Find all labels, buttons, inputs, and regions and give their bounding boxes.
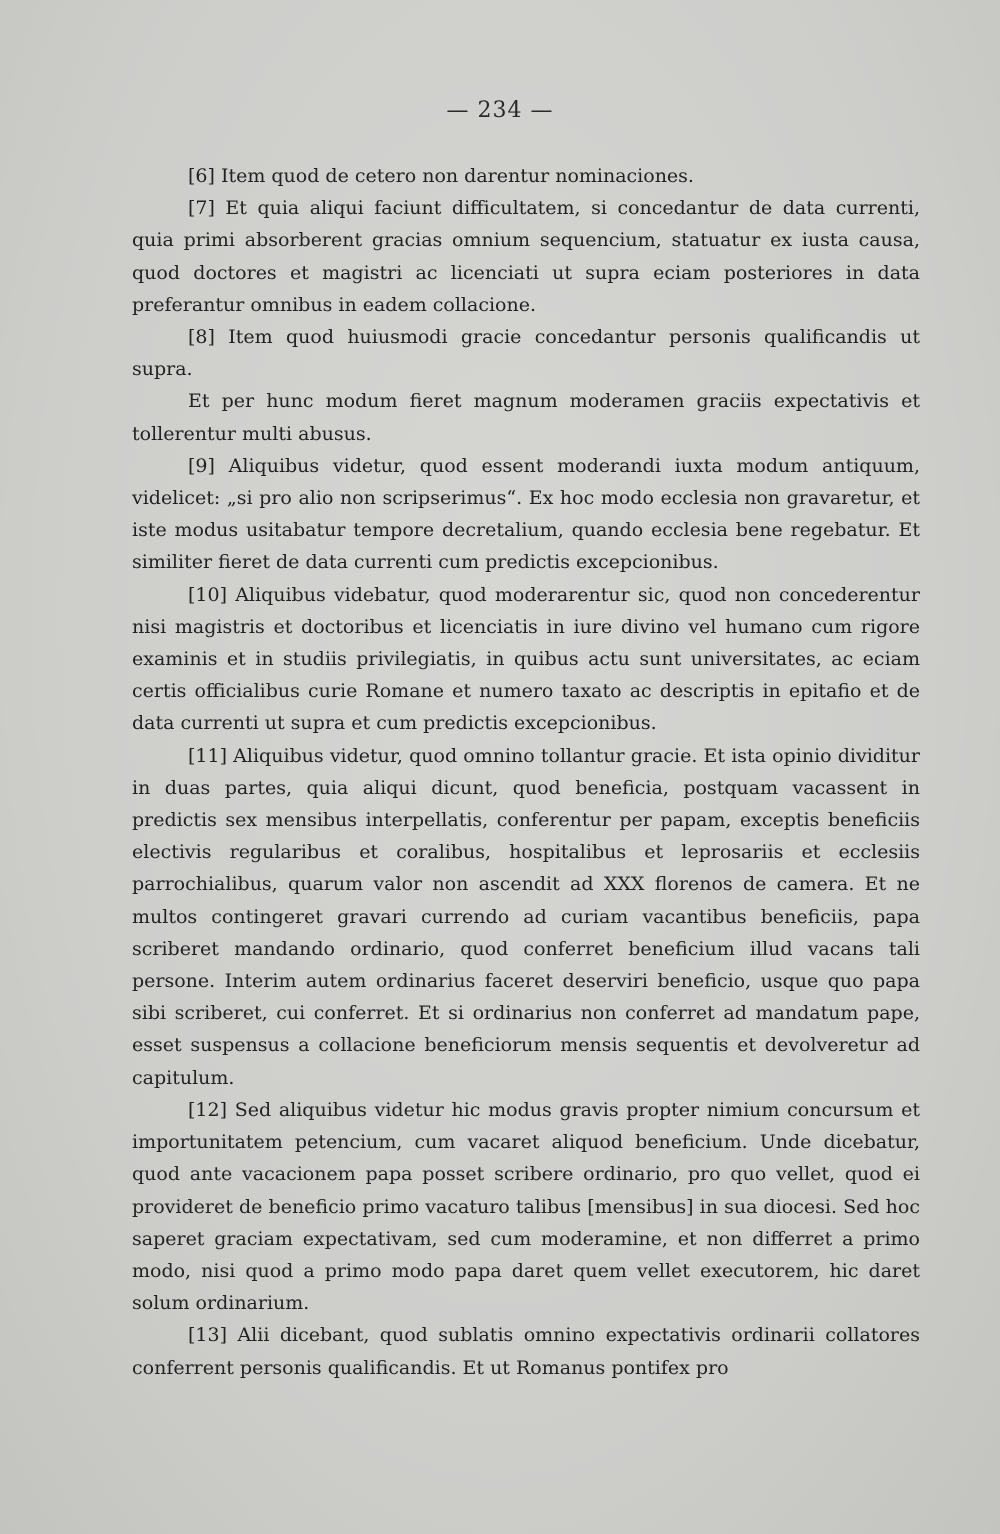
page-number: — 234 — [446, 98, 554, 123]
paragraph-11: [11] Aliquibus videtur, quod omnino tollantur gracie. Et ista opinio dividitur in duas partes, quia aliqui dicunt, quod beneficia, postquam vacassent in predictis sex mensibus interpellatis, conferentur per papam, exceptis beneficiis electivis regularibus et coralibus, hospitalibus et leprosariis et ecclesiis parrochialibus, quarum valor non ascendit ad XXX florenos de camera. Et ne multos contingeret gravari currendo ad curiam vacantibus beneficiis, papa scriberet mandando ordinario, quod conferret beneficium illud vacans tali persone. Interim autem ordinarius faceret deserviri beneficio, usque quo papa sibi scriberet, cui conferret. Et si ordinarius non conferret ad mandatum pape, esset suspensus a collacione beneficiorum mensis sequentis et devolveretur ad capitulum. [132, 744, 920, 1089]
paragraph-10: [10] Aliquibus videbatur, quod moderarentur sic, quod non concederentur nisi magistris et doctoribus et licenciatis in iure divino vel humano cum rigore examinis et in studiis privilegiatis, in quibus actu sunt universitates, ac eciam certis officialibus curie Romane et numero taxato ac descriptis in epitafio et de data currenti ut supra et cum predictis excepcionibus. [132, 583, 920, 735]
paragraph-13: [13] Alii dicebant, quod sublatis omnino expectativis ordinarii collatores conferrent personis qualificandis. Et ut Romanus pontifex pro [132, 1324, 920, 1379]
paragraph-8: [8] Item quod huiusmodi gracie concedantur personis qualificandis ut supra. [132, 326, 920, 381]
paragraph-12: [12] Sed aliquibus videtur hic modus gravis propter nimium concursum et importunitatem petencium, cum vacaret aliquod beneficium. Unde dicebatur, quod ante vacacionem papa posset scribere ordinario, pro quo vellet, quod ei provideret de beneficio primo vacaturo talibus [mensibus] in sua diocesi. Sed hoc saperet graciam expectativam, sed cum moderamine, et non differret a primo modo, nisi quod a primo modo papa daret quem vellet executorem, hic daret solum ordinarium. [132, 1098, 920, 1315]
paragraph-9: [9] Aliquibus videtur, quod essent moderandi iuxta modum antiquum, videlicet: „si pro alio non scripserimus“. Ex hoc modo ecclesia non gravaretur, et iste modus usitabatur tempore decretalium, quando ecclesia bene regebatur. Et similiter fieret de data currenti cum predictis excepcionibus. [132, 454, 920, 574]
paragraph-moderamen: Et per hunc modum fieret magnum moderamen graciis expectativis et tollerentur multi abusus. [132, 390, 920, 445]
paragraph-6: [6] Item quod de cetero non darentur nominaciones. [188, 165, 694, 187]
paragraph-7: [7] Et quia aliqui faciunt difficultatem, si concedantur de data currenti, quia primi absorberent gracias omnium sequencium, statuatur ex iusta causa, quod doctores et magistri ac licenciati ut supra eciam posteriores in data preferantur omnibus in eadem collacione. [132, 197, 920, 316]
body-text [132, 160, 920, 1384]
